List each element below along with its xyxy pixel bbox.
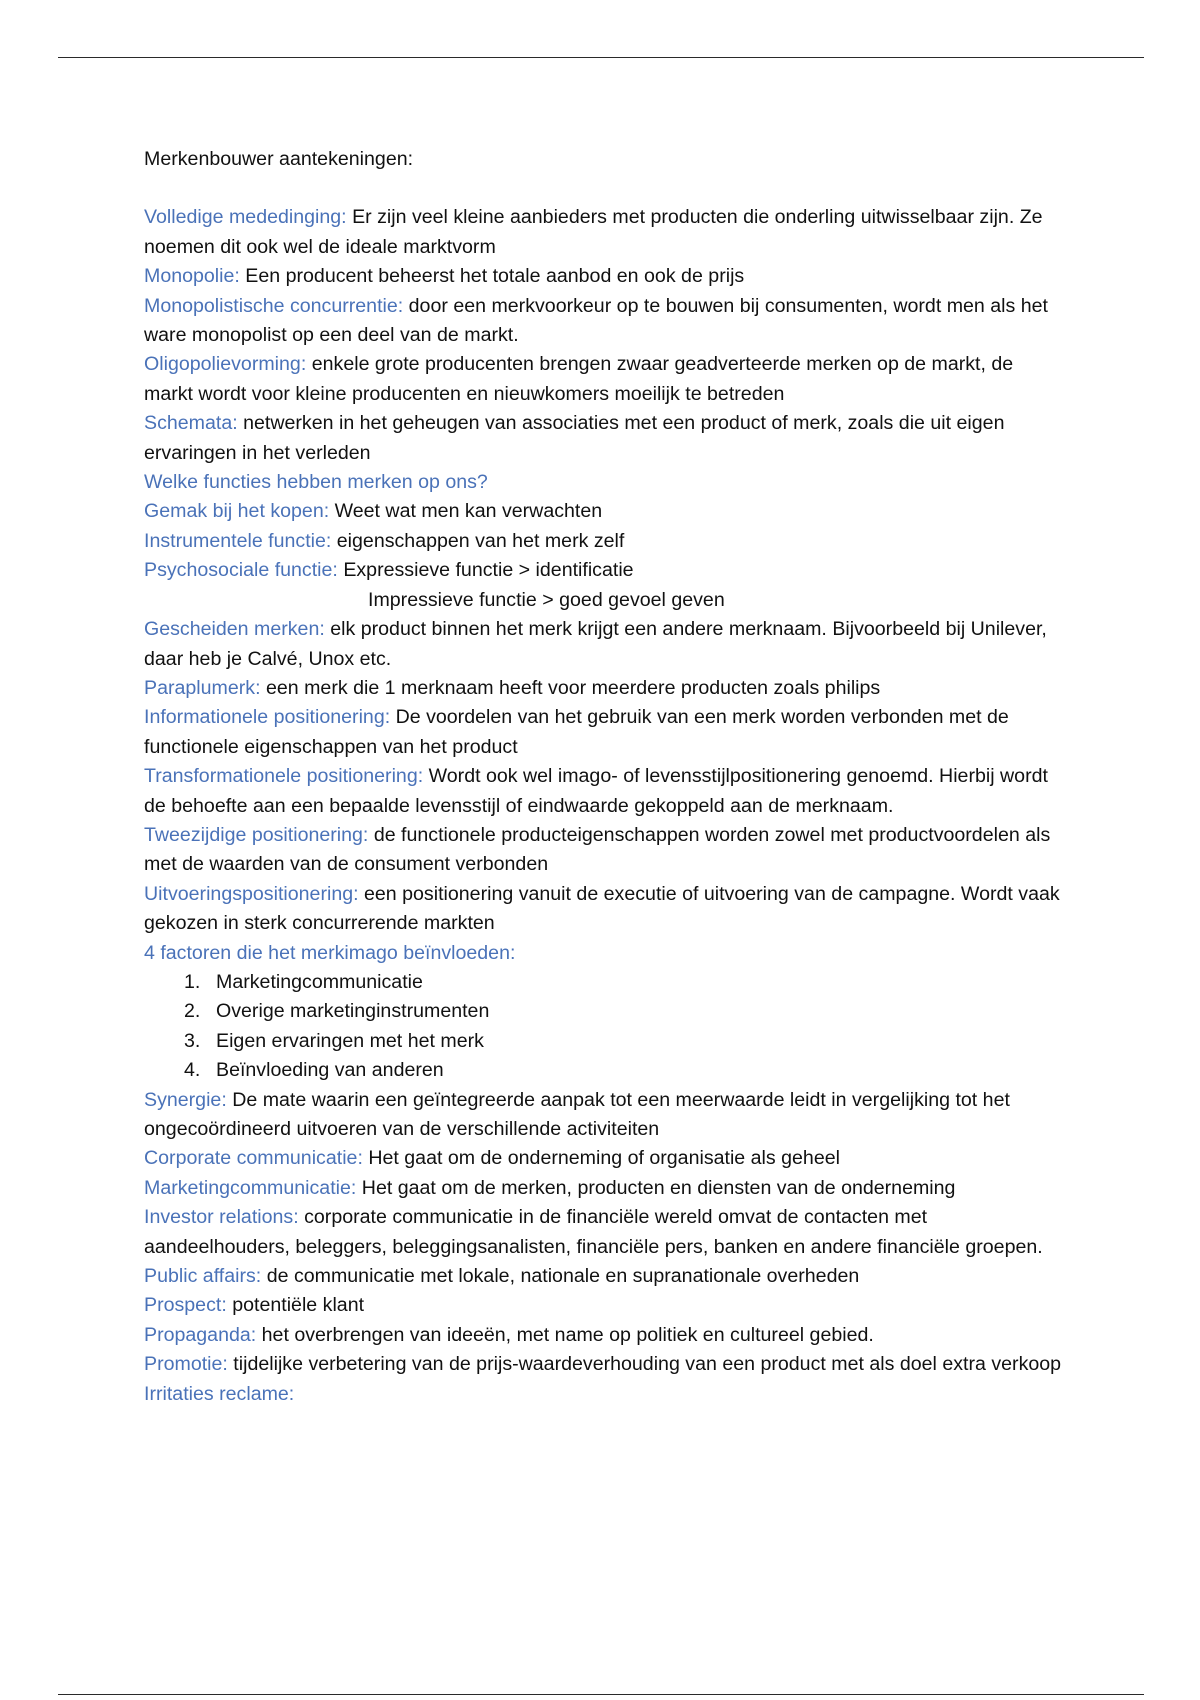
definition-entry <box>144 350 1064 409</box>
entry-definition: De voordelen van het gebruik van een merk worden verbonden met de functionele eigenschappen van het product <box>144 706 1009 758</box>
entry-definition: een positionering vanuit de executie of uitvoering van de campagne. Wordt vaak gekozen in sterk concurrerende markten <box>144 882 1060 935</box>
entry-definition: de functionele producteigenschappen worden zowel met productvoordelen als met de waarden van de consument verbonden <box>144 823 1051 876</box>
entry-definition: eigenschappen van het merk zelf <box>331 529 625 552</box>
definition-entry <box>144 262 1064 291</box>
psychosocial-sub-line: Impressieve functie > goed gevoel geven <box>368 588 725 611</box>
entry-definition: corporate communicatie in de financiële wereld omvat de contacten met aandeelhouders, beleggers, beleggingsanalisten, financiële pers, banken en andere financiële groepen. <box>144 1206 1043 1258</box>
definition-entry <box>144 1203 1064 1262</box>
entry-term: Paraplumerk: <box>144 676 261 699</box>
entry-term: Promotie: <box>144 1353 228 1376</box>
entry-term: Propaganda: <box>144 1323 257 1346</box>
entry-term: Prospect: <box>144 1294 227 1317</box>
list-text: Marketingcommunicatie <box>216 970 423 993</box>
definition-entry <box>144 1291 1064 1320</box>
definition-entry <box>144 527 1064 556</box>
entry-definition: Wordt ook wel imago- of levensstijlpositionering genoemd. Hierbij wordt de behoefte aan een bepaalde levensstijl of eindwaarde gekoppeld aan de merknaam. <box>144 765 1048 817</box>
entry-term: Monopolie: <box>144 265 240 288</box>
entry-term: Gemak bij het kopen: <box>144 500 330 523</box>
definition-entry <box>144 703 1064 762</box>
entry-term: Monopolistische concurrentie: <box>144 294 404 317</box>
list-number: 2. <box>184 1000 201 1023</box>
entry-term: Oligopolievorming: <box>144 353 307 376</box>
definition-entry <box>144 880 1064 939</box>
factors-heading: 4 factoren die het merkimago beïnvloeden: <box>144 941 516 964</box>
definition-entry <box>144 821 1064 880</box>
entry-definition: Een producent beheerst het totale aanbod en ook de prijs <box>239 265 745 288</box>
final-heading: Irritaties reclame: <box>144 1382 295 1405</box>
list-item <box>184 1056 1064 1085</box>
entry-term: Transformationele positionering: <box>144 765 424 788</box>
entry-definition: elk product binnen het merk krijgt een andere merknaam. Bijvoorbeeld bij Unilever, daar heb je Calvé, Unox etc. <box>144 618 1047 670</box>
entry-term: Informationele positionering: <box>144 706 391 729</box>
entry-definition: een merk die 1 merknaam heeft voor meerdere producten zoals philips <box>260 676 881 699</box>
list-text: Eigen ervaringen met het merk <box>216 1029 484 1052</box>
entry-definition: enkele grote producenten brengen zwaar geadverteerde merken op de markt, de markt wordt voor kleine producenten en nieuwkomers moeilijk te betreden <box>144 353 1014 405</box>
definition-entry <box>144 1174 1064 1203</box>
entry-term: Gescheiden merken: <box>144 618 325 641</box>
entry-definition: de communicatie met lokale, nationale en supranationale overheden <box>261 1265 860 1288</box>
list-number: 3. <box>184 1029 201 1052</box>
entry-term: Psychosociale functie: <box>144 559 338 582</box>
entry-term: Public affairs: <box>144 1265 262 1288</box>
entry-definition: potentiële klant <box>226 1294 365 1317</box>
entry-term: Uitvoeringspositionering: <box>144 882 359 905</box>
definition-entry <box>144 615 1064 674</box>
list-number: 1. <box>184 970 201 993</box>
definition-entry <box>144 1262 1064 1291</box>
definition-entry <box>144 497 1064 526</box>
factors-list <box>144 968 1064 1086</box>
entry-definition: het overbrengen van ideeën, met name op politiek en cultureel gebied. <box>256 1323 874 1346</box>
question-heading: Welke functies hebben merken op ons? <box>144 471 488 494</box>
entry-term: Marketingcommunicatie: <box>144 1176 357 1199</box>
list-number: 4. <box>184 1059 201 1082</box>
entry-definition: Expressieve functie > identificatie <box>337 559 634 582</box>
list-item <box>184 1027 1064 1056</box>
entry-term: Volledige mededinging: <box>144 206 347 229</box>
definition-entry <box>144 1350 1064 1379</box>
entry-definition: De mate waarin een geïntegreerde aanpak tot een meerwaarde leidt in vergelijking tot het ongecoördineerd uitvoeren van de verschillende activiteiten <box>144 1088 1010 1140</box>
list-text: Beïnvloeding van anderen <box>216 1059 444 1082</box>
definition-entry <box>144 1144 1064 1173</box>
entry-term: Tweezijdige positionering: <box>144 823 369 846</box>
definition-entry <box>144 203 1064 262</box>
entry-definition: Er zijn veel kleine aanbieders met producten die onderling uitwisselbaar zijn. Ze noemen dit ook wel de ideale marktvorm <box>144 206 1043 258</box>
definition-entry <box>144 674 1064 703</box>
entry-definition: door een merkvoorkeur op te bouwen bij consumenten, wordt men als het ware monopolist op een deel van de markt. <box>144 294 1048 347</box>
entry-definition: tijdelijke verbetering van de prijs-waardeverhouding van een product met als doel extra verkoop <box>227 1353 1062 1376</box>
definition-entry <box>144 409 1064 468</box>
entry-definition: Het gaat om de onderneming of organisatie als geheel <box>362 1147 840 1170</box>
header-rule <box>58 57 1144 58</box>
entry-definition: Weet wat men kan verwachten <box>329 500 603 523</box>
entry-definition: Het gaat om de merken, producten en diensten van de onderneming <box>356 1176 956 1199</box>
entry-definition: netwerken in het geheugen van associaties met een product of merk, zoals die uit eigen ervaringen in het verleden <box>144 412 1005 464</box>
definition-entry <box>144 292 1064 351</box>
entry-term: Schemata: <box>144 412 238 435</box>
list-text: Overige marketinginstrumenten <box>216 1000 490 1023</box>
entry-term: Instrumentele functie: <box>144 529 332 552</box>
document-title: Merkenbouwer aantekeningen: <box>144 148 414 170</box>
definition-entry <box>144 1321 1064 1350</box>
definition-entry <box>144 556 1064 585</box>
entry-term: Synergie: <box>144 1088 227 1111</box>
list-item <box>184 997 1064 1026</box>
footer-rule <box>58 1694 1144 1695</box>
entry-term: Corporate communicatie: <box>144 1147 363 1170</box>
document-body <box>144 145 1064 1409</box>
definition-entry <box>144 1086 1064 1145</box>
definition-entry <box>144 762 1064 821</box>
entry-term: Investor relations: <box>144 1206 299 1229</box>
list-item <box>184 968 1064 997</box>
